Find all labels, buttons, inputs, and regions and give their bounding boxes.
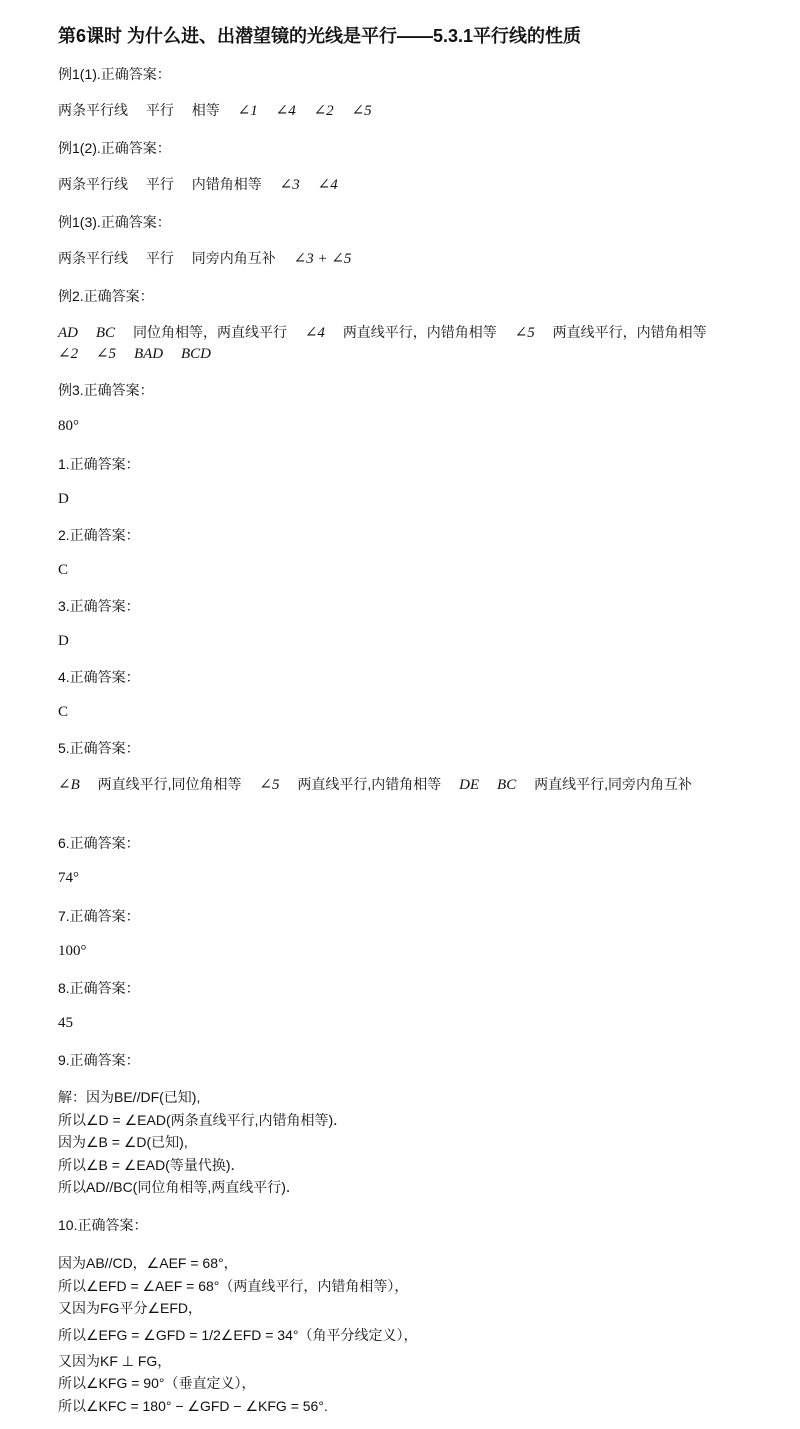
question-label: 4.正确答案：	[58, 669, 140, 685]
answer-line: D	[58, 633, 69, 649]
answer-line: C	[58, 704, 69, 720]
solution-line: 又因为KF ⊥ FG，	[58, 1352, 172, 1369]
question-label: 例1(3).正确答案：	[58, 214, 171, 230]
solution-line: 所以∠B = ∠EAD(等量代换)．	[58, 1156, 245, 1173]
solution-line: 解：因为BE//DF(已知),	[58, 1089, 201, 1105]
question-label: 9.正确答案：	[58, 1052, 140, 1068]
answer-line: 45	[58, 1015, 73, 1031]
question-label: 7.正确答案：	[58, 908, 140, 924]
solution-line: 所以AD//BC(同位角相等,两直线平行)．	[58, 1179, 300, 1195]
solution-line: 所以∠D = ∠EAD(两条直线平行,内错角相等)．	[58, 1111, 348, 1128]
solution-line: 又因为FG平分∠EFD，	[58, 1300, 202, 1316]
question-label: 1.正确答案：	[58, 456, 140, 472]
question-label: 例1(2).正确答案：	[58, 140, 171, 156]
answer-line: AD BC 同位角相等，两直线平行 ∠4 两直线平行，内错角相等 ∠5 两直线平行，内错角相等 ∠2 ∠5 BAD BCD	[58, 324, 707, 362]
answer-line: ∠B 两直线平行,同位角相等 ∠5 两直线平行,内错角相等 DE BC 两直线平行,同旁内角互补	[58, 776, 692, 793]
answer-line: 两条平行线 平行 内错角相等 ∠3 ∠4	[58, 176, 338, 193]
answer-line: 两条平行线 平行 相等 ∠1 ∠4 ∠2 ∠5	[58, 102, 372, 119]
answer-line: D	[58, 491, 69, 507]
solution-line: 所以∠KFG = 90°（垂直定义），	[58, 1375, 256, 1391]
solution-block	[58, 1252, 417, 1417]
page-title: 第6课时 为什么进、出潜望镜的光线是平行——5.3.1平行线的性质	[58, 26, 582, 46]
answer-line: 80°	[58, 418, 79, 434]
question-label: 5.正确答案：	[58, 740, 140, 756]
solution-line: 因为AB//CD，∠AEF = 68°，	[58, 1255, 238, 1271]
answer-line: 74°	[58, 870, 79, 886]
question-label: 例2.正确答案：	[58, 288, 154, 304]
question-label: 3.正确答案：	[58, 598, 140, 614]
question-label: 8.正确答案：	[58, 980, 140, 996]
question-label: 10.正确答案：	[58, 1217, 148, 1233]
answer-line: C	[58, 562, 69, 578]
answer-line: 两条平行线 平行 同旁内角互补 ∠3 + ∠5	[58, 250, 352, 267]
solution-block	[58, 1086, 347, 1199]
solution-line: 因为∠B = ∠D(已知),	[58, 1134, 188, 1150]
question-label: 例1(1).正确答案：	[58, 66, 171, 82]
question-label: 6.正确答案：	[58, 835, 140, 851]
solution-line: 所以∠EFG = ∠GFD = 1/2∠EFD = 34°（角平分线定义），	[58, 1326, 418, 1343]
question-label: 2.正确答案：	[58, 527, 140, 543]
question-label: 例3.正确答案：	[58, 382, 154, 398]
solution-line: 所以∠KFC = 180° − ∠GFD − ∠KFG = 56°.	[58, 1397, 328, 1414]
solution-line: 所以∠EFD = ∠AEF = 68°（两直线平行，内错角相等），	[58, 1277, 409, 1294]
answer-line: 100°	[58, 943, 87, 959]
